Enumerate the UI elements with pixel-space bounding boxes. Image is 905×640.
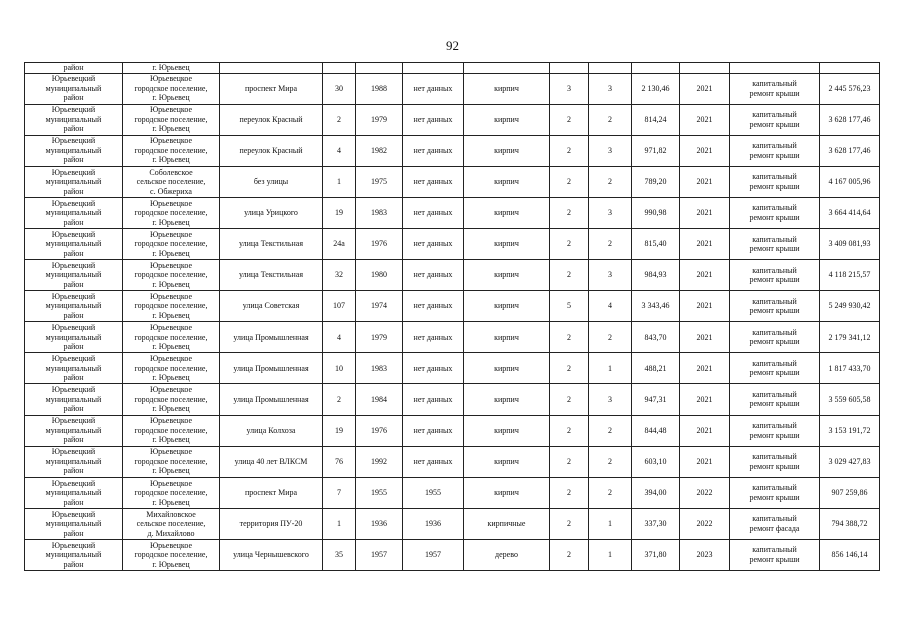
cell-plan-year: 2022	[680, 508, 730, 539]
cell-floors: 2	[550, 384, 589, 415]
cell-plan-year: 2021	[680, 73, 730, 104]
cell-wall-material: кирпич	[464, 415, 550, 446]
cell-entrances: 2	[589, 104, 632, 135]
cell-floors: 5	[550, 291, 589, 322]
cell-settlement: Юрьевецкое городское поселение, г. Юрьевец	[123, 260, 220, 291]
cell-street: улица Промышленная	[220, 322, 323, 353]
cell-cost: 2 179 341,12	[820, 322, 880, 353]
cell-empty	[464, 63, 550, 74]
cell-year-reconstruction: 1936	[403, 508, 464, 539]
cell-entrances: 4	[589, 291, 632, 322]
cell-settlement: Юрьевецкое городское поселение, г. Юрьевец	[123, 228, 220, 259]
cell-area: 3 343,46	[632, 291, 680, 322]
cell-floors: 2	[550, 135, 589, 166]
cell-area: 337,30	[632, 508, 680, 539]
cell-year-built: 1976	[356, 228, 403, 259]
table-row	[25, 322, 880, 353]
cell-wall-material: кирпич	[464, 260, 550, 291]
table-row	[25, 104, 880, 135]
cell-year-reconstruction: нет данных	[403, 166, 464, 197]
cell-street: проспект Мира	[220, 73, 323, 104]
cell-area: 814,24	[632, 104, 680, 135]
cell-floors: 2	[550, 104, 589, 135]
page-number: 92	[446, 38, 459, 53]
cell-district: Юрьевецкий муниципальный район	[25, 73, 123, 104]
cell-floors: 2	[550, 539, 589, 570]
table-row	[25, 508, 880, 539]
cell-work-type: капитальный ремонт крыши	[730, 166, 820, 197]
cell-house-number: 107	[323, 291, 356, 322]
cell-settlement: Юрьевецкое городское поселение, г. Юрьевец	[123, 446, 220, 477]
cell-year-built: 1955	[356, 477, 403, 508]
cell-year-built: 1957	[356, 539, 403, 570]
cell-floors: 2	[550, 228, 589, 259]
cell-street: улица Чернышевского	[220, 539, 323, 570]
table-row	[25, 260, 880, 291]
cell-wall-material: дерево	[464, 539, 550, 570]
cell-settlement: Михайловское сельское поселение, д. Михайлово	[123, 508, 220, 539]
cell-street: без улицы	[220, 166, 323, 197]
cell-plan-year: 2021	[680, 384, 730, 415]
table-row	[25, 353, 880, 384]
cell-cost: 2 445 576,23	[820, 73, 880, 104]
cell-wall-material: кирпич	[464, 73, 550, 104]
cell-district: Юрьевецкий муниципальный район	[25, 228, 123, 259]
cell-district: Юрьевецкий муниципальный район	[25, 291, 123, 322]
housing-register-table	[24, 62, 880, 571]
table-row	[25, 73, 880, 104]
cell-cost: 1 817 433,70	[820, 353, 880, 384]
cell-work-type: капитальный ремонт крыши	[730, 322, 820, 353]
cell-district: Юрьевецкий муниципальный район	[25, 135, 123, 166]
cell-house-number: 4	[323, 322, 356, 353]
cell-floors: 2	[550, 446, 589, 477]
cell-settlement: Юрьевецкое городское поселение, г. Юрьевец	[123, 539, 220, 570]
cell-wall-material: кирпич	[464, 197, 550, 228]
cell-entrances: 3	[589, 384, 632, 415]
cell-wall-material: кирпич	[464, 104, 550, 135]
cell-plan-year: 2021	[680, 446, 730, 477]
cell-cost: 3 029 427,83	[820, 446, 880, 477]
cell-plan-year: 2021	[680, 353, 730, 384]
table-row	[25, 197, 880, 228]
cell-entrances: 1	[589, 508, 632, 539]
cell-work-type: капитальный ремонт крыши	[730, 228, 820, 259]
table-row	[25, 415, 880, 446]
cell-entrances: 3	[589, 73, 632, 104]
cell-entrances: 1	[589, 539, 632, 570]
cell-street: улица Советская	[220, 291, 323, 322]
cell-entrances: 3	[589, 135, 632, 166]
cell-settlement: Юрьевецкое городское поселение, г. Юрьевец	[123, 353, 220, 384]
cell-floors: 2	[550, 353, 589, 384]
cell-cost: 3 153 191,72	[820, 415, 880, 446]
cell-work-type: капитальный ремонт крыши	[730, 415, 820, 446]
cell-empty	[820, 63, 880, 74]
cell-house-number: 10	[323, 353, 356, 384]
cell-area: 844,48	[632, 415, 680, 446]
cell-floors: 2	[550, 415, 589, 446]
cell-empty	[550, 63, 589, 74]
cell-empty	[403, 63, 464, 74]
cell-year-built: 1982	[356, 135, 403, 166]
cell-plan-year: 2021	[680, 104, 730, 135]
cell-area: 488,21	[632, 353, 680, 384]
cell-area: 990,98	[632, 197, 680, 228]
cell-cost: 907 259,86	[820, 477, 880, 508]
cell-street: улица Текстильная	[220, 260, 323, 291]
cell-area: 947,31	[632, 384, 680, 415]
cell-cost: 3 559 605,58	[820, 384, 880, 415]
cell-area: 984,93	[632, 260, 680, 291]
table-row-continuation	[25, 63, 880, 74]
cell-work-type: капитальный ремонт крыши	[730, 353, 820, 384]
cell-plan-year: 2021	[680, 166, 730, 197]
cell-cost: 3 628 177,46	[820, 135, 880, 166]
cell-year-built: 1979	[356, 322, 403, 353]
cell-wall-material: кирпич	[464, 446, 550, 477]
cell-wall-material: кирпич	[464, 291, 550, 322]
cell-district: район	[25, 63, 123, 74]
cell-settlement: г. Юрьевец	[123, 63, 220, 74]
cell-house-number: 76	[323, 446, 356, 477]
cell-district: Юрьевецкий муниципальный район	[25, 415, 123, 446]
cell-cost: 3 628 177,46	[820, 104, 880, 135]
cell-house-number: 2	[323, 384, 356, 415]
cell-house-number: 24а	[323, 228, 356, 259]
cell-settlement: Юрьевецкое городское поселение, г. Юрьевец	[123, 384, 220, 415]
cell-floors: 2	[550, 477, 589, 508]
table-row	[25, 135, 880, 166]
cell-area: 815,40	[632, 228, 680, 259]
cell-empty	[632, 63, 680, 74]
cell-cost: 794 388,72	[820, 508, 880, 539]
cell-cost: 4 167 005,96	[820, 166, 880, 197]
cell-year-reconstruction: нет данных	[403, 228, 464, 259]
cell-plan-year: 2021	[680, 228, 730, 259]
cell-settlement: Юрьевецкое городское поселение, г. Юрьевец	[123, 197, 220, 228]
cell-street: территория ПУ-20	[220, 508, 323, 539]
cell-entrances: 2	[589, 322, 632, 353]
cell-work-type: капитальный ремонт крыши	[730, 197, 820, 228]
cell-year-reconstruction: нет данных	[403, 353, 464, 384]
cell-work-type: капитальный ремонт крыши	[730, 477, 820, 508]
cell-empty	[323, 63, 356, 74]
cell-house-number: 1	[323, 166, 356, 197]
cell-district: Юрьевецкий муниципальный район	[25, 166, 123, 197]
cell-street: переулок Красный	[220, 135, 323, 166]
cell-settlement: Юрьевецкое городское поселение, г. Юрьевец	[123, 477, 220, 508]
cell-district: Юрьевецкий муниципальный район	[25, 197, 123, 228]
cell-year-built: 1983	[356, 353, 403, 384]
cell-empty	[680, 63, 730, 74]
cell-plan-year: 2022	[680, 477, 730, 508]
cell-settlement: Соболевское сельское поселение, с. Обжериха	[123, 166, 220, 197]
cell-street: улица Промышленная	[220, 353, 323, 384]
cell-street: улица Урицкого	[220, 197, 323, 228]
cell-entrances: 2	[589, 166, 632, 197]
cell-empty	[356, 63, 403, 74]
cell-plan-year: 2021	[680, 197, 730, 228]
cell-area: 971,82	[632, 135, 680, 166]
cell-settlement: Юрьевецкое городское поселение, г. Юрьевец	[123, 104, 220, 135]
cell-district: Юрьевецкий муниципальный район	[25, 104, 123, 135]
cell-district: Юрьевецкий муниципальный район	[25, 384, 123, 415]
cell-year-reconstruction: нет данных	[403, 260, 464, 291]
cell-cost: 3 409 081,93	[820, 228, 880, 259]
cell-year-reconstruction: 1957	[403, 539, 464, 570]
table-row	[25, 384, 880, 415]
cell-floors: 2	[550, 322, 589, 353]
cell-street: улица 40 лет ВЛКСМ	[220, 446, 323, 477]
cell-year-reconstruction: нет данных	[403, 73, 464, 104]
cell-area: 789,20	[632, 166, 680, 197]
cell-house-number: 30	[323, 73, 356, 104]
cell-year-reconstruction: нет данных	[403, 135, 464, 166]
cell-year-built: 1984	[356, 384, 403, 415]
table-row	[25, 446, 880, 477]
table-row	[25, 477, 880, 508]
cell-year-built: 1983	[356, 197, 403, 228]
cell-year-reconstruction: нет данных	[403, 291, 464, 322]
cell-year-built: 1979	[356, 104, 403, 135]
cell-street: проспект Мира	[220, 477, 323, 508]
cell-house-number: 32	[323, 260, 356, 291]
cell-work-type: капитальный ремонт крыши	[730, 446, 820, 477]
cell-house-number: 2	[323, 104, 356, 135]
cell-plan-year: 2021	[680, 260, 730, 291]
cell-settlement: Юрьевецкое городское поселение, г. Юрьевец	[123, 415, 220, 446]
cell-wall-material: кирпич	[464, 228, 550, 259]
cell-wall-material: кирпич	[464, 353, 550, 384]
cell-settlement: Юрьевецкое городское поселение, г. Юрьевец	[123, 322, 220, 353]
cell-area: 2 130,46	[632, 73, 680, 104]
cell-house-number: 1	[323, 508, 356, 539]
cell-cost: 856 146,14	[820, 539, 880, 570]
cell-entrances: 3	[589, 260, 632, 291]
cell-house-number: 4	[323, 135, 356, 166]
cell-area: 843,70	[632, 322, 680, 353]
cell-floors: 2	[550, 260, 589, 291]
cell-work-type: капитальный ремонт фасада	[730, 508, 820, 539]
cell-work-type: капитальный ремонт крыши	[730, 104, 820, 135]
cell-year-built: 1975	[356, 166, 403, 197]
cell-year-reconstruction: нет данных	[403, 384, 464, 415]
cell-area: 371,80	[632, 539, 680, 570]
cell-floors: 2	[550, 508, 589, 539]
cell-wall-material: кирпич	[464, 322, 550, 353]
cell-entrances: 3	[589, 197, 632, 228]
cell-wall-material: кирпич	[464, 135, 550, 166]
cell-district: Юрьевецкий муниципальный район	[25, 477, 123, 508]
cell-empty	[730, 63, 820, 74]
cell-year-reconstruction: нет данных	[403, 104, 464, 135]
cell-entrances: 1	[589, 353, 632, 384]
cell-work-type: капитальный ремонт крыши	[730, 539, 820, 570]
cell-year-reconstruction: нет данных	[403, 197, 464, 228]
cell-work-type: капитальный ремонт крыши	[730, 73, 820, 104]
cell-house-number: 19	[323, 415, 356, 446]
cell-year-reconstruction: 1955	[403, 477, 464, 508]
cell-cost: 3 664 414,64	[820, 197, 880, 228]
cell-plan-year: 2023	[680, 539, 730, 570]
table-row	[25, 228, 880, 259]
cell-street: улица Промышленная	[220, 384, 323, 415]
cell-district: Юрьевецкий муниципальный район	[25, 539, 123, 570]
table-row	[25, 291, 880, 322]
cell-district: Юрьевецкий муниципальный район	[25, 353, 123, 384]
cell-year-built: 1974	[356, 291, 403, 322]
cell-entrances: 2	[589, 477, 632, 508]
cell-entrances: 2	[589, 228, 632, 259]
cell-cost: 4 118 215,57	[820, 260, 880, 291]
cell-wall-material: кирпичные	[464, 508, 550, 539]
cell-year-reconstruction: нет данных	[403, 415, 464, 446]
cell-district: Юрьевецкий муниципальный район	[25, 322, 123, 353]
cell-street: переулок Красный	[220, 104, 323, 135]
cell-area: 603,10	[632, 446, 680, 477]
cell-work-type: капитальный ремонт крыши	[730, 291, 820, 322]
cell-area: 394,00	[632, 477, 680, 508]
cell-year-built: 1976	[356, 415, 403, 446]
cell-district: Юрьевецкий муниципальный район	[25, 508, 123, 539]
cell-street: улица Колхоза	[220, 415, 323, 446]
cell-work-type: капитальный ремонт крыши	[730, 135, 820, 166]
cell-district: Юрьевецкий муниципальный район	[25, 446, 123, 477]
cell-year-reconstruction: нет данных	[403, 446, 464, 477]
cell-year-built: 1992	[356, 446, 403, 477]
table-row	[25, 166, 880, 197]
cell-year-built: 1936	[356, 508, 403, 539]
cell-settlement: Юрьевецкое городское поселение, г. Юрьевец	[123, 291, 220, 322]
cell-work-type: капитальный ремонт крыши	[730, 384, 820, 415]
cell-plan-year: 2021	[680, 322, 730, 353]
cell-wall-material: кирпич	[464, 384, 550, 415]
cell-plan-year: 2021	[680, 135, 730, 166]
cell-cost: 5 249 930,42	[820, 291, 880, 322]
cell-house-number: 35	[323, 539, 356, 570]
cell-wall-material: кирпич	[464, 166, 550, 197]
cell-house-number: 19	[323, 197, 356, 228]
table-body	[25, 63, 880, 571]
cell-year-reconstruction: нет данных	[403, 322, 464, 353]
cell-house-number: 7	[323, 477, 356, 508]
cell-floors: 2	[550, 166, 589, 197]
cell-settlement: Юрьевецкое городское поселение, г. Юрьевец	[123, 135, 220, 166]
cell-street: улица Текстильная	[220, 228, 323, 259]
cell-settlement: Юрьевецкое городское поселение, г. Юрьевец	[123, 73, 220, 104]
cell-year-built: 1980	[356, 260, 403, 291]
cell-wall-material: кирпич	[464, 477, 550, 508]
cell-entrances: 2	[589, 446, 632, 477]
cell-plan-year: 2021	[680, 415, 730, 446]
cell-district: Юрьевецкий муниципальный район	[25, 260, 123, 291]
table-row	[25, 539, 880, 570]
cell-floors: 3	[550, 73, 589, 104]
cell-plan-year: 2021	[680, 291, 730, 322]
cell-empty	[220, 63, 323, 74]
cell-floors: 2	[550, 197, 589, 228]
cell-work-type: капитальный ремонт крыши	[730, 260, 820, 291]
cell-entrances: 2	[589, 415, 632, 446]
cell-year-built: 1988	[356, 73, 403, 104]
cell-empty	[589, 63, 632, 74]
